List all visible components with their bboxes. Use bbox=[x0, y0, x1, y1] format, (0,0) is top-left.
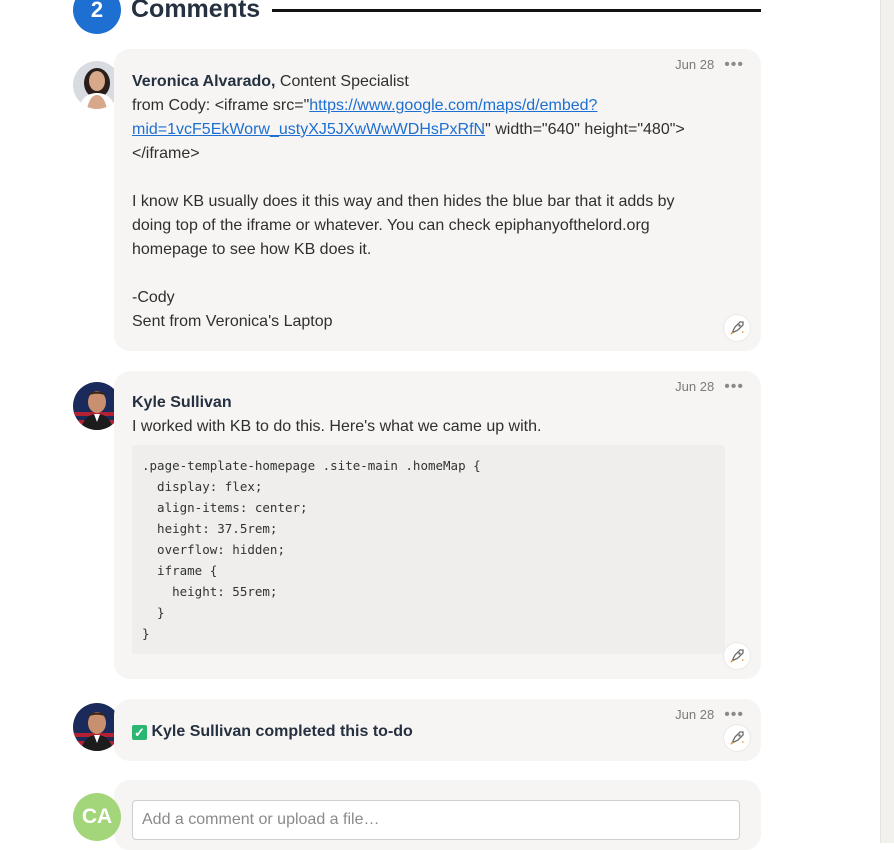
comment-signature: Sent from Veronica's Laptop bbox=[132, 313, 333, 330]
maps-embed-link-cont[interactable]: mid=1vcF5EkWorw_ustyXJ5JXwWwWDHsPxRfN bbox=[132, 121, 486, 138]
comment-text: " width="640" height="480"> bbox=[485, 121, 685, 138]
checkmark-icon: ✓ bbox=[132, 725, 147, 740]
event-text: Kyle Sullivan completed this to-do bbox=[151, 723, 413, 740]
comment-input[interactable] bbox=[132, 800, 740, 840]
comment-body bbox=[132, 70, 732, 334]
title-divider bbox=[272, 9, 761, 12]
more-dots-icon[interactable]: ••• bbox=[724, 55, 744, 73]
comment-text: from Cody: <iframe src=" bbox=[132, 97, 310, 114]
comment-card-kyle bbox=[114, 371, 761, 679]
comment-author[interactable]: Kyle Sullivan bbox=[132, 394, 232, 411]
event-date: Jun 28 bbox=[675, 707, 715, 722]
maps-embed-link[interactable]: https://www.google.com/maps/d/embed? bbox=[309, 97, 598, 114]
comment-signature: -Cody bbox=[132, 289, 175, 306]
boost-rocket-icon[interactable] bbox=[724, 643, 750, 669]
right-gutter bbox=[880, 0, 894, 843]
comment-card-veronica bbox=[114, 49, 761, 351]
composer-avatar[interactable]: CA bbox=[73, 793, 121, 841]
author-role: Content Specialist bbox=[275, 73, 409, 90]
boost-rocket-icon[interactable] bbox=[724, 315, 750, 341]
event-body bbox=[132, 720, 413, 744]
event-card-completed bbox=[114, 699, 761, 761]
comment-text: I know KB usually does it this way and then hides the blue bar that it adds by bbox=[132, 193, 675, 210]
more-dots-icon[interactable]: ••• bbox=[724, 377, 744, 395]
comment-date: Jun 28 bbox=[675, 379, 715, 394]
code-block: .page-template-homepage .site-main .homeMap { display: flex; align-items: center; height: 37.5rem; overflow: hidden; iframe { height: 55rem; } } bbox=[132, 445, 725, 654]
boost-rocket-icon[interactable] bbox=[724, 725, 750, 751]
comments-header bbox=[73, 0, 763, 36]
comment-text: doing top of the iframe or whatever. You can check epiphanyofthelord.org bbox=[132, 217, 650, 234]
comment-body bbox=[132, 391, 541, 439]
comment-text: homepage to see how KB does it. bbox=[132, 241, 372, 258]
comment-text: </iframe> bbox=[132, 145, 200, 162]
section-title: Comments bbox=[131, 0, 261, 23]
comment-text: I worked with KB to do this. Here's what we came up with. bbox=[132, 418, 542, 435]
comment-author[interactable]: Veronica Alvarado, bbox=[132, 73, 276, 90]
more-dots-icon[interactable]: ••• bbox=[724, 705, 744, 723]
comment-date: Jun 28 bbox=[675, 57, 715, 72]
comment-count-badge: 2 bbox=[73, 0, 121, 34]
